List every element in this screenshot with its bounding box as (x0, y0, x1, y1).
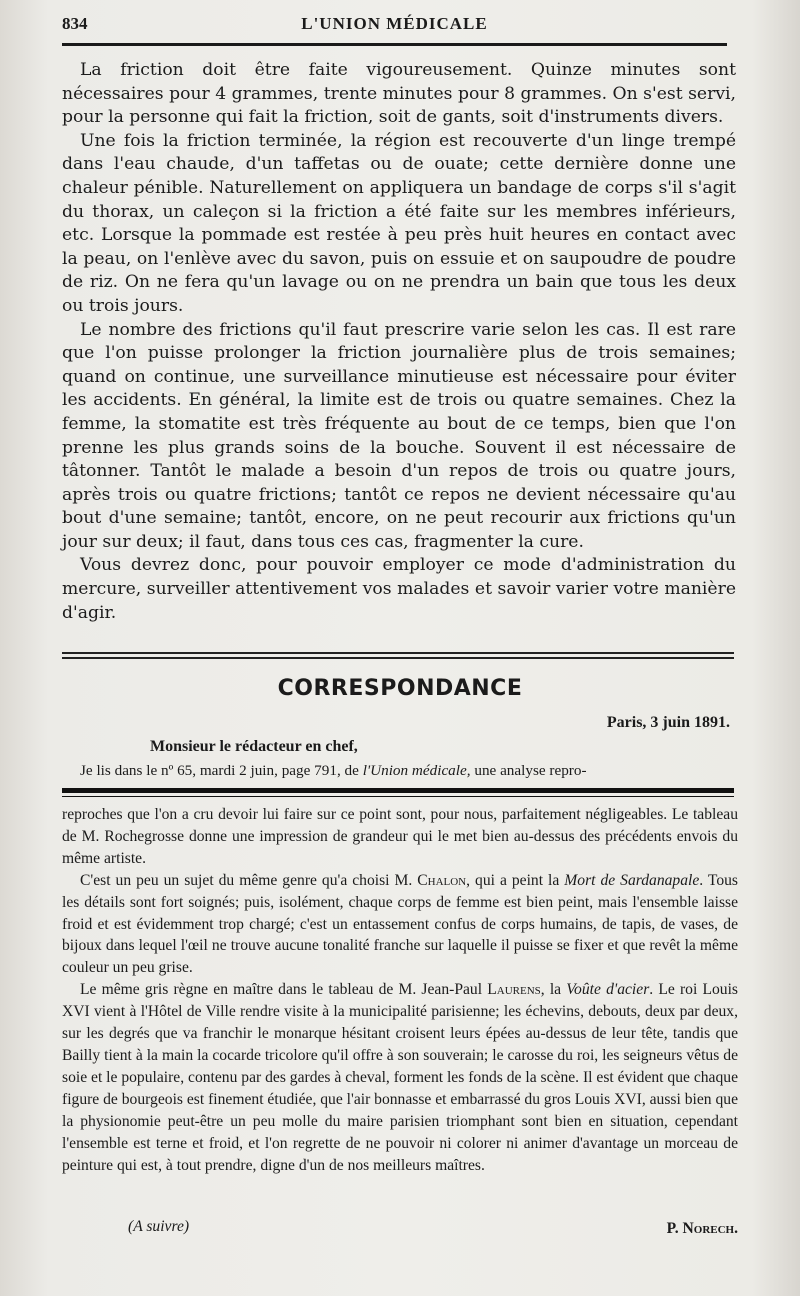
to-follow-note: (A suivre) (128, 1218, 190, 1235)
artwork-title: Mort de Sardanapale (564, 871, 700, 889)
paragraph (62, 870, 738, 980)
text-run: . Le roi Louis XVI vient à l'Hôtel de Ville rendre visite à la municipalité parisienne; les échevins, debouts, deux par deux, sur les degrés que va franchir le monarque hésitant croisent leurs épées au-dessus de leur tête, tandis que Bailly tient à la main la cocarde tricolore qu'il offre à son souverain; le carosse du roi, les seigneurs vêtus de soie et le populaire, contenu par des gardes à cheval, forment les fonds de la scène. Il est évident que chaque figure de bourgeois est finement étudiée, que l'air bonnasse et embarrassé du gros Louis XVI, aussi bien que la physionomie peut-être un peu molle du maire parisien triomphant sont bien en situation, cependant l'ensemble est terne et froid, et l'on regrette de ne pouvoir ni colorer ni animer d'avantage un morceau de peinture qui est, à tout prendre, digne d'un de nos meilleurs maîtres. (62, 981, 738, 1174)
page-number: 834 (62, 14, 88, 33)
paragraph (62, 979, 738, 1176)
paragraph: reproches que l'on a cru devoir lui faire sur ce point sont, pour nous, parfaitement négligeables. Le tableau de M. Rochegrosse donne une impression de grandeur qui le met bien au-dessus des précédents envois du même artiste. (62, 806, 738, 867)
section-rule (62, 657, 734, 659)
paragraph: Vous devrez donc, pour pouvoir employer ce mode d'administration du mercure, surveiller attentivement vos malades et savoir varier votre manière d'agir. (62, 555, 736, 623)
text-run: . Tous les détails sont fort soignés; puis, isolément, chaque corps de femme est bien peint, mais l'ensemble laisse froid et est évidemment trop chargé; c'est un entassement confus de corps humains, de tapis, de vases, de bijoux dans lequel l'œil ne trouve aucune tonalité franche sur laquelle il puisse se fixer et que revêt la même couleur un peu grise. (62, 871, 739, 977)
page-header (62, 12, 727, 38)
journal-title: l'Union médicale, (362, 762, 471, 779)
artist-name: Laurens (487, 981, 541, 999)
text-run: Le même gris règne en maître dans le tableau de M. Jean-Paul (80, 981, 488, 999)
text-run: , la (540, 981, 567, 999)
paragraph: Une fois la friction terminée, la région est recouverte d'un linge trempé dans l'eau chaude, d'un taffetas ou de ouate; cette dernière donne une chaleur pénible. Naturellement on appliquera un bandage de corps s'il s'agit du thorax, un caleçon si la friction a été faite sur les membres inférieurs, etc. Lorsque la pommade est restée à peu près huit heures en contact avec la peau, on l'enlève avec du savon, puis on essuie et on saupoudre de poudre de riz. On ne fera qu'un lavage ou on ne prendra un bain que tous les deux ou trois jours. (62, 130, 736, 316)
artwork-title: Voûte d'acier (566, 981, 650, 999)
section-rule (62, 652, 734, 654)
paragraph: Le nombre des frictions qu'il faut prescrire varie selon les cas. Il est rare que l'on puisse prolonger la friction journalière plus de trois semaines; quand on continue, une surveillance minutieuse est nécessaire pour éviter les accidents. En général, la limite est de trois ou quatre semaines. Chez la femme, la stomatite est très fréquente au bout de ce temps, bien que l'on prenne les plus grands soins de la bouche. Souvent il est nécessaire de tâtonner. Tantôt le malade a besoin d'un repos de trois ou quatre jours, après trois ou quatre frictions; tantôt ce repos ne devient nécessaire qu'au bout d'une semaine; tantôt, encore, on ne peut recourir aux frictions qu'un jour sur deux; il faut, dans tous ces cas, fragmenter la cure. (62, 319, 736, 552)
signoff (62, 1218, 738, 1242)
header-rule (62, 43, 727, 46)
upper-article-text (62, 59, 736, 625)
text-run: , qui a peint la (466, 871, 565, 889)
running-head: L'UNION MÉDICALE (301, 14, 488, 33)
dateline: Paris, 3 juin 1891. (606, 714, 730, 731)
signature: P. Norech. (666, 1220, 738, 1237)
letter-text: une analyse repro- (470, 762, 587, 779)
page-break-rule (62, 788, 734, 793)
letter-opening-line (80, 762, 740, 780)
page-break-rule (62, 796, 734, 797)
paragraph: La friction doit être faite vigoureusement. Quinze minutes sont nécessaires pour 4 grammes, trente minutes pour 8 grammes. On s'est servi, pour la personne qui fait la friction, soit de gants, soit d'instruments divers. (62, 60, 736, 128)
letter-text: Je lis dans le nº 65, mardi 2 juin, page 791, de (80, 762, 363, 779)
section-title: CORRESPONDANCE (277, 676, 523, 701)
salutation: Monsieur le rédacteur en chef, (150, 738, 358, 755)
lower-article-text (62, 804, 738, 1176)
artist-name: Chalon (417, 871, 467, 889)
text-run: C'est un peu un sujet du même genre qu'a choisi M. (80, 871, 418, 889)
